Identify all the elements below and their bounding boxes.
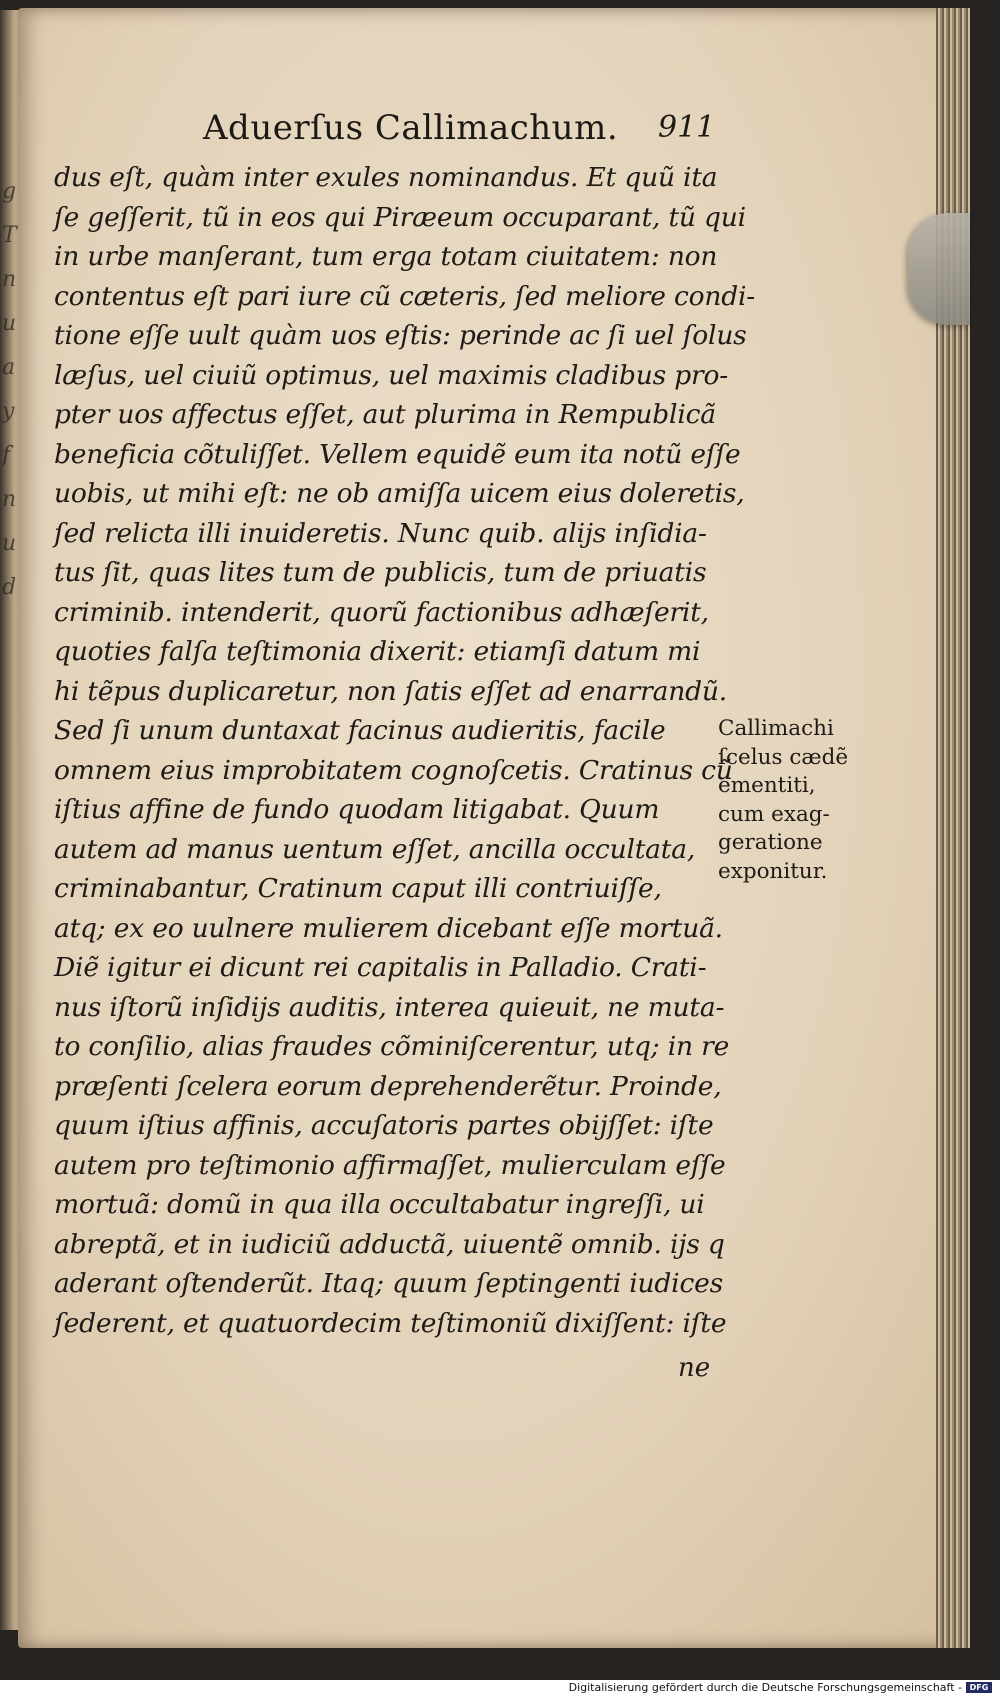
text-line: criminabantur, Cratinum caput illi contriuiſſe, [54,873,662,904]
text-line: omnem eius improbitatem cognoſcetis. Cratinus cũ [54,754,733,786]
body-text [54,158,756,1343]
text-line: iſtius affine de fundo quodam litigabat. Quum [54,794,660,825]
marginal-note-line: ementiti, [718,773,816,798]
book-page [18,8,970,1648]
running-title: Aduerſus Callimachum. [203,108,619,148]
text-line: aderant oſtenderũt. Itaq; quum ſeptingenti iudices [54,1268,723,1299]
text-line: nus iſtorũ inſidijs auditis, interea quieuit, ne muta- [54,991,725,1023]
catchword: ne [678,1353,711,1383]
text-line: atq; ex eo uulnere mulierem dicebant eſſe mortuã. [54,912,723,944]
marginal-note-line: cum exag- [718,801,830,827]
text-line: contentus eſt pari iure cũ cæteris, ſed meliore condi- [54,280,756,312]
marginal-note-line: exponitur. [718,858,828,884]
text-line: quum iſtius affinis, accuſatoris partes obijſſet: iſte [54,1110,714,1141]
marginal-note [718,715,868,886]
text-line: to conſilio, alias fraudes cõminiſcerentur, utq; in re [54,1031,730,1062]
text-line: autem ad manus uentum eſſet, ancilla occultata, [54,833,696,865]
footer-bar [0,1680,1000,1695]
text-line: ſe geſſerit, tũ in eos qui Piræeum occuparant, tũ qui [54,201,746,233]
text-line: uobis, ut mihi eſt: ne ob amiſſa uicem eius doleretis, [54,478,745,509]
text-line: læſus, uel ciuiũ optimus, uel maximis cladibus pro- [54,359,728,391]
marginal-note-line: Callimachi [718,716,834,741]
footer-credit: Digitalisierung gefördert durch die Deutsche Forschungsgemeinschaft - [568,1681,962,1694]
text-line: abreptã, et in iudiciũ adductã, uiuentẽ omnib. ijs q [54,1228,725,1260]
text-line: Sed ſi unum duntaxat facinus audieritis, facile [54,715,666,746]
text-line: beneficia cõtuliſſet. Vellem equidẽ eum ita notũ eſſe [54,438,741,470]
text-line: quoties falſa teſtimonia dixerit: etiamſi datum mi [54,636,701,667]
text-line: tus ſit, quas lites tum de publicis, tum de priuatis [54,557,707,588]
text-line: mortuã: domũ in qua illa occultabatur ingreſſi, ui [54,1189,705,1220]
page-number: 911 [658,110,716,145]
page-tab-marker [908,213,970,325]
text-line: præſenti ſcelera eorum deprehenderẽtur. Proinde, [54,1070,722,1102]
page-header [18,108,970,158]
text-line: ſederent, et quatuordecim teſtimoniũ dixiſſent: iſte [54,1307,727,1339]
marginal-note-line: geratione [718,830,823,855]
text-line: pter uos affectus eſſet, aut plurima in Rempublicã [54,399,716,430]
dfg-logo-icon: DFG [966,1682,992,1693]
text-line: hi tẽpus duplicaretur, non ſatis eſſet ad enarrandũ. [54,675,727,707]
text-line: autem pro teſtimonio affirmaſſet, mulierculam eſſe [54,1149,726,1181]
text-line: criminib. intenderit, quorũ factionibus adhæſerit, [54,596,709,628]
marginal-note-line: ſcelus cædẽ [718,744,849,770]
text-line: dus eſt, quàm inter exules nominandus. Et quũ ita [54,162,718,193]
text-line: ſed relicta illi inuideretis. Nunc quib. alijs inſidia- [54,517,707,549]
left-page-text-fragments: g T n u a y f n u d [2,179,17,600]
text-line: in urbe manſerant, tum erga totam ciuitatem: non [54,241,718,272]
text-line: Diẽ igitur ei dicunt rei capitalis in Palladio. Crati- [54,952,707,983]
text-line: tione eſſe uult quàm uos eſtis: perinde ac ſi uel ſolus [54,320,747,351]
